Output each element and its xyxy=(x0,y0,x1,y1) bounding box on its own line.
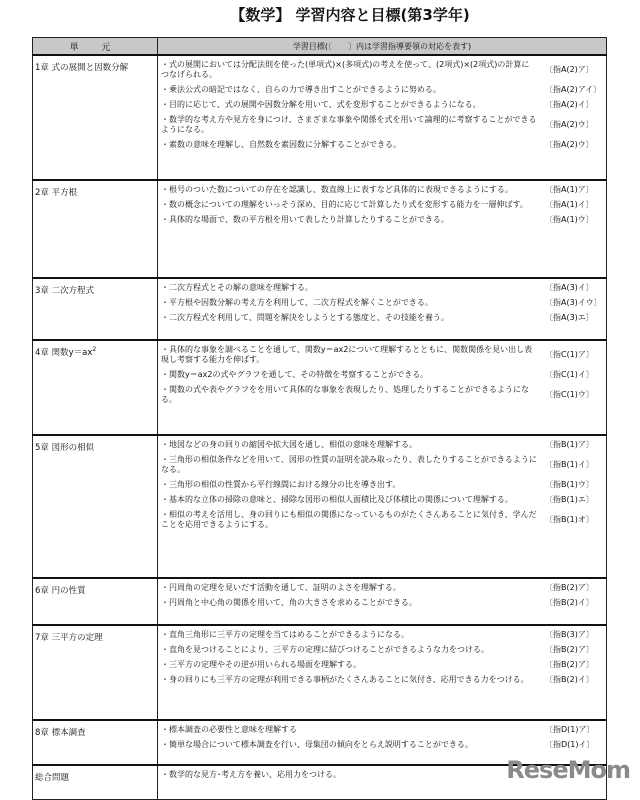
goal-item xyxy=(161,583,603,593)
unit-name xyxy=(33,578,158,625)
goals-cell xyxy=(158,55,607,180)
unit-column-header: 単 元 xyxy=(33,38,158,56)
curriculum-ref: 〔指B(2)ア〕 xyxy=(545,583,594,592)
curriculum-ref: 〔指A(1)ア〕 xyxy=(545,185,594,194)
goal-item xyxy=(161,740,603,750)
goal-text: ・三角形の相似条件などを用いて、図形の性質の証明を読み取ったり、表したりすることができるようになる。 xyxy=(161,455,537,474)
goal-text: ・地図などの身の回りの縮図や拡大図を通し、相似の意味を理解する。 xyxy=(161,440,417,449)
goal-item xyxy=(161,100,603,110)
goal-item xyxy=(161,440,603,450)
goal-text: ・乗法公式の暗記ではなく、自らの力で導き出すことができるように努める。 xyxy=(161,85,441,94)
unit-name xyxy=(33,340,158,435)
goal-item xyxy=(161,115,603,135)
curriculum-ref: 〔指A(2)アイ〕 xyxy=(545,85,602,94)
goal-item xyxy=(161,645,603,655)
table-row xyxy=(33,578,607,625)
curriculum-ref: 〔指C(1)イ〕 xyxy=(545,370,594,379)
goals-column-header: 学習目標(〔 〕内は学習指導要領の対応を表す) xyxy=(158,38,607,56)
unit-name xyxy=(33,278,158,340)
goal-item xyxy=(161,598,603,608)
curriculum-ref: 〔指A(1)イ〕 xyxy=(545,200,594,209)
goal-text: ・標本調査の必要性と意味を理解する xyxy=(161,725,297,734)
curriculum-ref: 〔指A(2)イ〕 xyxy=(545,100,594,109)
goal-text: ・基本的な立体の掃除の意味と、掃除な図形の相似人面積比及び体積比の関係について理解する。 xyxy=(161,495,513,504)
unit-name-text: 1章 式の展開と因数分解 xyxy=(35,63,129,73)
table-header-row xyxy=(33,38,607,56)
page-title: 【数学】 学習内容と目標(第3学年) xyxy=(230,6,470,24)
curriculum-ref: 〔指A(1)ウ〕 xyxy=(545,215,594,224)
goal-text: ・三角形の相似の性質から平行線間における線分の比を導き出す。 xyxy=(161,480,401,489)
goal-text: ・数の概念についての理解をいっそう深め、目的に応じて計算したり式を変形する能力を一層伸ばす。 xyxy=(161,200,528,209)
table-row xyxy=(33,180,607,278)
goal-text: ・数学的な見方･考え方を養い、応用力をつける。 xyxy=(161,770,341,779)
curriculum-ref: 〔指A(2)ア〕 xyxy=(545,65,594,74)
unit-name xyxy=(33,55,158,180)
goal-text: ・目的に応じて、式の展開や因数分解を用いて、式を変形することができるようになる。 xyxy=(161,100,481,109)
goal-item xyxy=(161,85,603,95)
goal-text: ・直角三角形に三平方の定理を当てはめることができるようになる。 xyxy=(161,630,409,639)
goal-item xyxy=(161,725,603,735)
unit-name-text: 5章 図形の相似 xyxy=(35,443,95,453)
goal-item xyxy=(161,660,603,670)
goal-text: ・式の展開においては分配法則を使った(単項式)×(多項式)の考えを使って、(2項式)×(2項式)の計算につなげられる。 xyxy=(161,60,530,79)
goals-cell xyxy=(158,180,607,278)
table-row xyxy=(33,625,607,720)
goal-item xyxy=(161,370,603,380)
table-row xyxy=(33,278,607,340)
unit-name-text: 3章 二次方程式 xyxy=(35,286,95,296)
goal-item xyxy=(161,200,603,210)
goal-text: ・具体的な事象を調べることを通して、関数y＝ax2について理解するとともに、関数関係を見い出し表現し考察する能力を伸ばす。 xyxy=(161,345,533,364)
resemom-logo: ReseMom xyxy=(506,756,630,784)
curriculum-ref: 〔指A(2)ウ〕 xyxy=(545,120,594,129)
goal-text: ・円周角の定理を見いだす活動を通して、証明のよさを理解する。 xyxy=(161,583,401,592)
curriculum-ref: 〔指B(1)エ〕 xyxy=(545,495,594,504)
curriculum-ref: 〔指B(3)ア〕 xyxy=(545,630,594,639)
table-row xyxy=(33,435,607,578)
goal-text: ・平方根や因数分解の考え方を利用して、二次方程式を解くことができる。 xyxy=(161,298,433,307)
exponent: 2 xyxy=(92,346,97,354)
curriculum-ref: 〔指B(2)ア〕 xyxy=(545,645,594,654)
unit-name-text: 4章 関数y＝ax xyxy=(35,348,93,358)
goal-text: ・根号のついた数についての存在を認識し、数直線上に表すなど具体的に表現できるようにする。 xyxy=(161,185,513,194)
goal-item xyxy=(161,630,603,640)
curriculum-ref: 〔指B(1)ウ〕 xyxy=(545,480,594,489)
goal-text: ・関数y＝ax2の式やグラフを通して、その特徴を考察することができる。 xyxy=(161,370,429,379)
unit-name xyxy=(33,435,158,578)
goal-item xyxy=(161,385,603,405)
curriculum-ref: 〔指C(1)ウ〕 xyxy=(545,390,594,399)
table-row xyxy=(33,340,607,435)
goal-item xyxy=(161,185,603,195)
unit-name-text: 8章 標本調査 xyxy=(35,728,86,738)
goal-item xyxy=(161,675,603,685)
table-row xyxy=(33,55,607,180)
unit-name xyxy=(33,625,158,720)
goal-item xyxy=(161,495,603,505)
goal-text: ・身の回りにも三平方の定理が利用できる事柄がたくさんあることに気付き、応用できる力をつける。 xyxy=(161,675,529,684)
curriculum-ref: 〔指B(2)イ〕 xyxy=(545,598,594,607)
goal-item xyxy=(161,283,603,293)
curriculum-ref: 〔指D(1)ア〕 xyxy=(545,725,595,734)
goal-text: ・相似の考えを活用し、身の回りにも相似の関係になっているものがたくさんあることに気付き、学んだことを応用できるようにする。 xyxy=(161,510,537,529)
curriculum-ref: 〔指A(3)イ〕 xyxy=(545,283,594,292)
curriculum-ref: 〔指C(1)ア〕 xyxy=(545,350,594,359)
goal-text: ・関数の式や表やグラフをを用いて具体的な事象を表現したり、処理したりすることができるようになる。 xyxy=(161,385,529,404)
unit-name-text: 2章 平方根 xyxy=(35,188,78,198)
goal-text: ・三平方の定理やその逆が用いられる場面を理解する。 xyxy=(161,660,361,669)
goal-item xyxy=(161,480,603,490)
goal-text: ・直角を見つけることにより、三平方の定理に結びつけることができるような力をつける。 xyxy=(161,645,489,654)
curriculum-ref: 〔指A(2)ウ〕 xyxy=(545,140,594,149)
goals-cell xyxy=(158,340,607,435)
curriculum-ref: 〔指B(2)ア〕 xyxy=(545,660,594,669)
goal-text: ・円周角と中心角の関係を用いて、角の大きさを求めることができる。 xyxy=(161,598,417,607)
goal-item xyxy=(161,313,603,323)
goal-text: ・素数の意味を理解し、自然数を素因数に分解することができる。 xyxy=(161,140,401,149)
goal-text: ・数学的な考え方や見方を身につけ、さまざまな事象や関係を式を用いて論理的に考察することができるようになる。 xyxy=(161,115,537,134)
curriculum-ref: 〔指B(1)イ〕 xyxy=(545,460,594,469)
goals-cell xyxy=(158,435,607,578)
goal-item xyxy=(161,298,603,308)
goals-cell xyxy=(158,578,607,625)
goal-item xyxy=(161,140,603,150)
curriculum-ref: 〔指A(3)エ〕 xyxy=(545,313,594,322)
goal-text: ・具体的な場面で、数の平方根を用いて表したり計算したりすることができる。 xyxy=(161,215,449,224)
goal-text: ・二次方程式を利用して、問題を解決をしようとする態度と、その技能を養う。 xyxy=(161,313,449,322)
curriculum-ref: 〔指B(2)イ〕 xyxy=(545,675,594,684)
curriculum-ref: 〔指D(1)イ〕 xyxy=(545,740,595,749)
goal-text: ・二次方程式とその解の意味を理解する。 xyxy=(161,283,313,292)
goal-text: ・簡単な場合について標本調査を行い、母集団の傾向をとらえ説明することができる。 xyxy=(161,740,473,749)
unit-name-text: 7章 三平方の定理 xyxy=(35,633,103,643)
unit-name xyxy=(33,180,158,278)
unit-name xyxy=(33,765,158,799)
goal-item xyxy=(161,510,603,530)
goals-cell xyxy=(158,625,607,720)
goal-item xyxy=(161,345,603,365)
goals-cell xyxy=(158,278,607,340)
unit-name-text: 6章 円の性質 xyxy=(35,586,86,596)
goal-item xyxy=(161,215,603,225)
curriculum-ref: 〔指B(1)オ〕 xyxy=(545,515,594,524)
unit-name xyxy=(33,720,158,765)
curriculum-ref: 〔指A(3)イウ〕 xyxy=(545,298,602,307)
goal-item xyxy=(161,60,603,80)
unit-name-text: 総合問題 xyxy=(35,773,70,783)
goals-table xyxy=(32,37,607,800)
curriculum-ref: 〔指B(1)ア〕 xyxy=(545,440,594,449)
goal-item xyxy=(161,455,603,475)
